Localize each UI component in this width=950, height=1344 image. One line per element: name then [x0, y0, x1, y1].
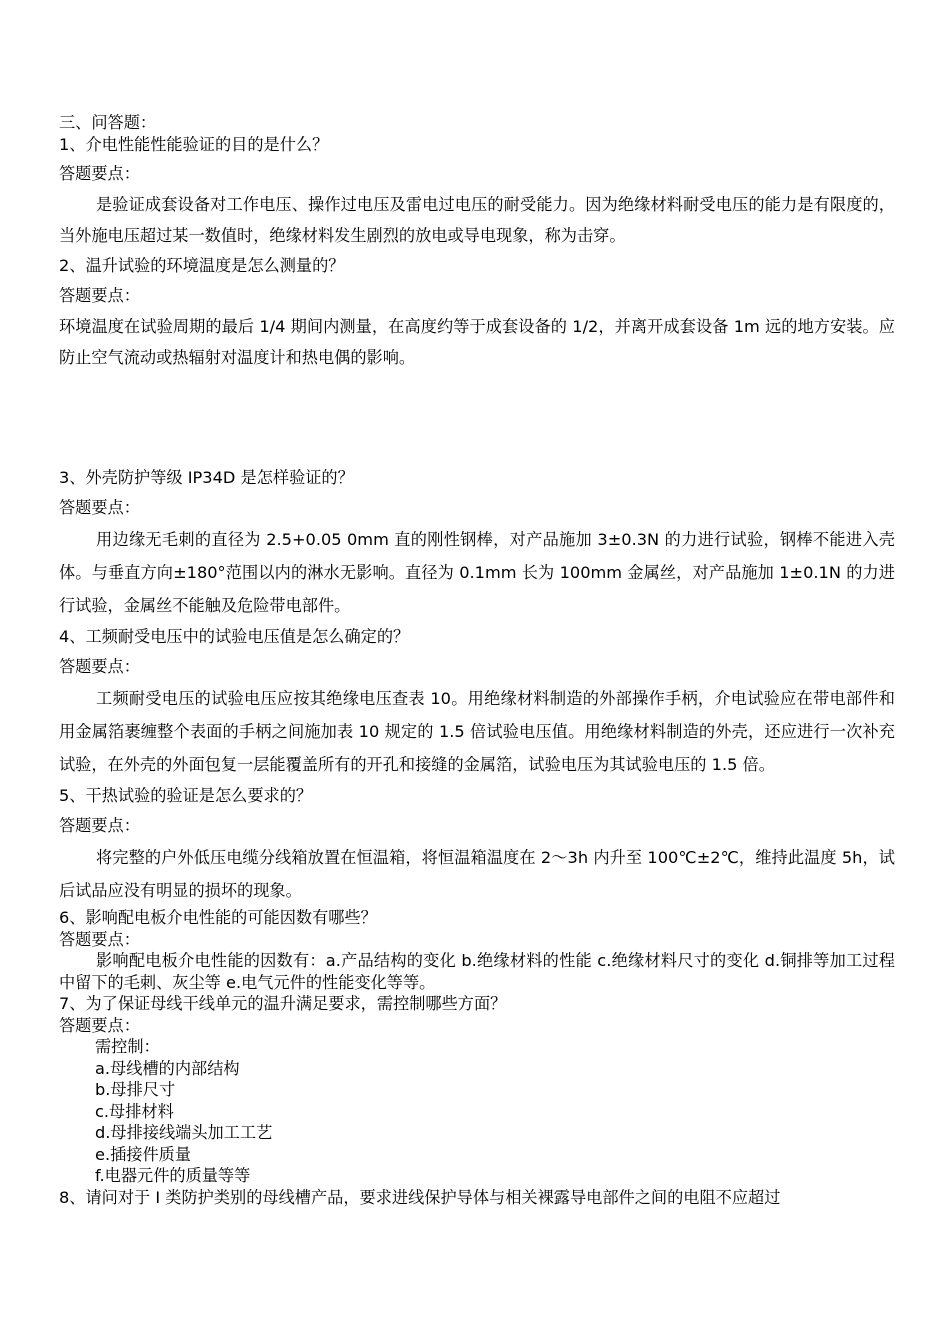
question-3: 3、外壳防护等级 IP34D 是怎样验证的？ — [59, 468, 354, 487]
section-heading: 三、问答题： — [59, 113, 157, 132]
answer-3: 用边缘无毛刺的直径为 2.5+0.05 0mm 直的刚性钢棒，对产品施加 3±0.3N 的力进行试验，钢棒不能进入壳体。与垂直方向±180°范围以内的淋水无影响。直径为 0.1mm 长为 100mm 金属丝，对产品施加 1±0.1N 的力进行试验，金属丝不能触及危险带电部件。 — [59, 530, 895, 615]
document-page — [59, 112, 895, 1208]
list-item: e.插接件质量 — [95, 1144, 192, 1164]
list-item: b.母排尺寸 — [95, 1080, 176, 1099]
answer-label-1: 答题要点： — [59, 164, 140, 183]
answer-label-7: 答题要点： — [59, 1015, 140, 1035]
answer-7-intro: 需控制： — [95, 1037, 160, 1056]
list-item: c.母排材料 — [95, 1101, 174, 1121]
question-8: 8、请问对于 I 类防护类别的母线槽产品，要求进线保护导体与相关裸露导电部件之间的电阻不应超过 — [59, 1187, 781, 1207]
list-item: d.母排接线端头加工工艺 — [95, 1123, 273, 1142]
answer-label-6: 答题要点： — [59, 929, 140, 949]
answer-label-3: 答题要点： — [59, 498, 140, 517]
list-item: f.电器元件的质量等等 — [95, 1166, 251, 1185]
answer-5: 将完整的户外低压电缆分线箱放置在恒温箱，将恒温箱温度在 2～3h 内升至 100℃±2℃，维持此温度 5h，试后试品应没有明显的损坏的现象。 — [59, 848, 895, 900]
list-item: a.母线槽的内部结构 — [95, 1058, 240, 1078]
answer-6: 影响配电板介电性能的因数有：a.产品结构的变化 b.绝缘材料的性能 c.绝缘材料尺寸的变化 d.铜排等加工过程中留下的毛刺、灰尘等 e.电气元件的性能变化等等。 — [59, 951, 895, 992]
question-2: 2、温升试验的环境温度是怎么测量的？ — [59, 256, 345, 275]
question-4: 4、工频耐受电压中的试验电压值是怎么确定的？ — [59, 627, 410, 646]
blank-gap — [59, 373, 895, 463]
answer-2: 环境温度在试验周期的最后 1/4 期间内测量，在高度约等于成套设备的 1/2，并离开成套设备 1m 远的地方安装。应防止空气流动或热辐射对温度计和热电偶的影响。 — [59, 317, 895, 367]
answer-label-4: 答题要点： — [59, 657, 140, 676]
question-1: 1、介电性能性能验证的目的是什么？ — [59, 134, 329, 154]
answer-4: 工频耐受电压的试验电压应按其绝缘电压查表 10。用绝缘材料制造的外部操作手柄，介电试验应在带电部件和用金属箔裹缠整个表面的手柄之间施加表 10 规定的 1.5 倍试验电压值。用绝缘材料制造的外壳，还应进行一次补充试验，在外壳的外面包复一层能覆盖所有的开孔和接缝的金属箔，试验电压为其试验电压的 1.5 倍。 — [59, 689, 895, 774]
answer-label-2: 答题要点： — [59, 286, 140, 305]
answer-1: 是验证成套设备对工作电压、操作过电压及雷电过电压的耐受能力。因为绝缘材料耐受电压的能力是有限度的，当外施电压超过某一数值时，绝缘材料发生剧烈的放电或导电现象，称为击穿。 — [59, 195, 895, 245]
question-5: 5、干热试验的验证是怎么要求的？ — [59, 786, 313, 805]
answer-label-5: 答题要点： — [59, 816, 140, 835]
question-6: 6、影响配电板介电性能的可能因数有哪些？ — [59, 908, 377, 927]
question-7: 7、为了保证母线干线单元的温升满足要求，需控制哪些方面？ — [59, 994, 507, 1013]
